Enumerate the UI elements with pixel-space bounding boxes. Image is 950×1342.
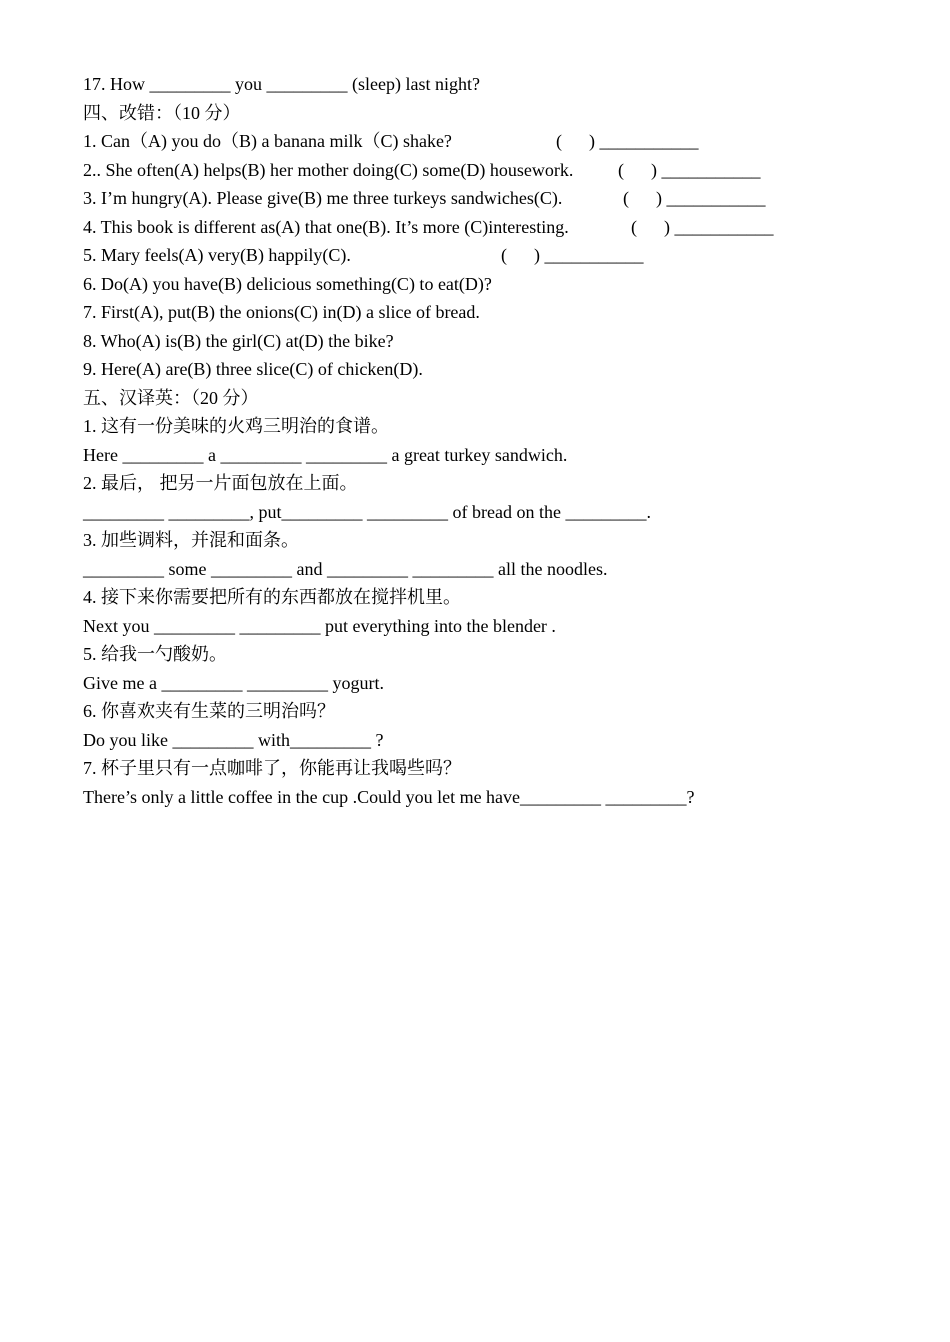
answer-blank: ( ) ___________ — [556, 131, 699, 151]
line-text: 3. I’m hungry(A). Please give(B) me three turkeys sandwiches(C). — [83, 188, 563, 208]
line-text: 3. 加些调料，并混和面条。 — [83, 530, 299, 550]
line-text: 6. 你喜欢夹有生菜的三明治吗？ — [83, 701, 335, 721]
translation-answer-2 — [83, 498, 903, 527]
line-text: 7. 杯子里只有一点咖啡了，你能再让我喝些吗？ — [83, 758, 461, 778]
line-text: 5. Mary feels(A) very(B) happily(C). — [83, 245, 351, 265]
answer-blank: ( ) ___________ — [501, 245, 644, 265]
correction-item-3 — [83, 184, 903, 213]
correction-item-5 — [83, 241, 903, 270]
answer-blank: ( ) ___________ — [623, 188, 766, 208]
line-text: 4. 接下来你需要把所有的东西都放在搅拌机里。 — [83, 587, 461, 607]
line-text: 9. Here(A) are(B) three slice(C) of chicken(D). — [83, 359, 423, 379]
translation-answer-3 — [83, 555, 903, 584]
question-17 — [83, 70, 903, 99]
correction-item-2 — [83, 156, 903, 185]
answer-blank: ( ) ___________ — [618, 159, 761, 180]
translation-prompt-4 — [83, 583, 903, 612]
translation-prompt-7 — [83, 754, 903, 783]
line-text: Here _________ a _________ _________ a great turkey sandwich. — [83, 444, 568, 465]
correction-item-8 — [83, 327, 903, 356]
line-text: There’s only a little coffee in the cup .Could you let me have_________ _________? — [83, 786, 695, 807]
line-text: 1. Can（A) you do（B) a banana milk（C) shake? — [83, 131, 452, 151]
line-text: Give me a _________ _________ yogurt. — [83, 672, 384, 693]
section-4-heading — [83, 99, 903, 128]
line-text: 4. This book is different as(A) that one(B). It’s more (C)interesting. — [83, 216, 569, 237]
line-text: _________ some _________ and _________ _________ all the noodles. — [83, 558, 608, 579]
translation-answer-1 — [83, 441, 903, 470]
correction-item-7 — [83, 298, 903, 327]
translation-answer-4 — [83, 612, 903, 641]
worksheet-page — [83, 70, 903, 811]
line-text: 7. First(A), put(B) the onions(C) in(D) a slice of bread. — [83, 302, 480, 322]
section-5-heading — [83, 384, 903, 413]
line-text: 1. 这有一份美味的火鸡三明治的食谱。 — [83, 416, 389, 436]
answer-blank: ( ) ___________ — [631, 216, 774, 237]
translation-prompt-3 — [83, 526, 903, 555]
correction-item-4 — [83, 213, 903, 242]
translation-prompt-6 — [83, 697, 903, 726]
translation-prompt-2 — [83, 469, 903, 498]
correction-item-9 — [83, 355, 903, 384]
line-text: 8. Who(A) is(B) the girl(C) at(D) the bike? — [83, 330, 394, 351]
line-text: 2.. She often(A) helps(B) her mother doing(C) some(D) housework. — [83, 159, 574, 180]
correction-item-6 — [83, 270, 903, 299]
line-text: Next you _________ _________ put everything into the blender . — [83, 615, 556, 636]
line-text: 四、改错：（10 分） — [83, 102, 241, 123]
translation-answer-7 — [83, 783, 903, 812]
translation-answer-5 — [83, 669, 903, 698]
line-text: Do you like _________ with_________ ? — [83, 729, 384, 750]
correction-item-1 — [83, 127, 903, 156]
line-text: _________ _________, put_________ _________ of bread on the _________. — [83, 501, 651, 522]
line-text: 五、汉译英：（20 分） — [83, 387, 259, 408]
line-text: 6. Do(A) you have(B) delicious something(C) to eat(D)? — [83, 273, 492, 294]
line-text: 17. How _________ you _________ (sleep) last night? — [83, 74, 480, 94]
line-text: 2. 最后， 把另一片面包放在上面。 — [83, 473, 358, 493]
line-text: 5. 给我一勺酸奶。 — [83, 644, 227, 664]
translation-answer-6 — [83, 726, 903, 755]
translation-prompt-5 — [83, 640, 903, 669]
translation-prompt-1 — [83, 412, 903, 441]
